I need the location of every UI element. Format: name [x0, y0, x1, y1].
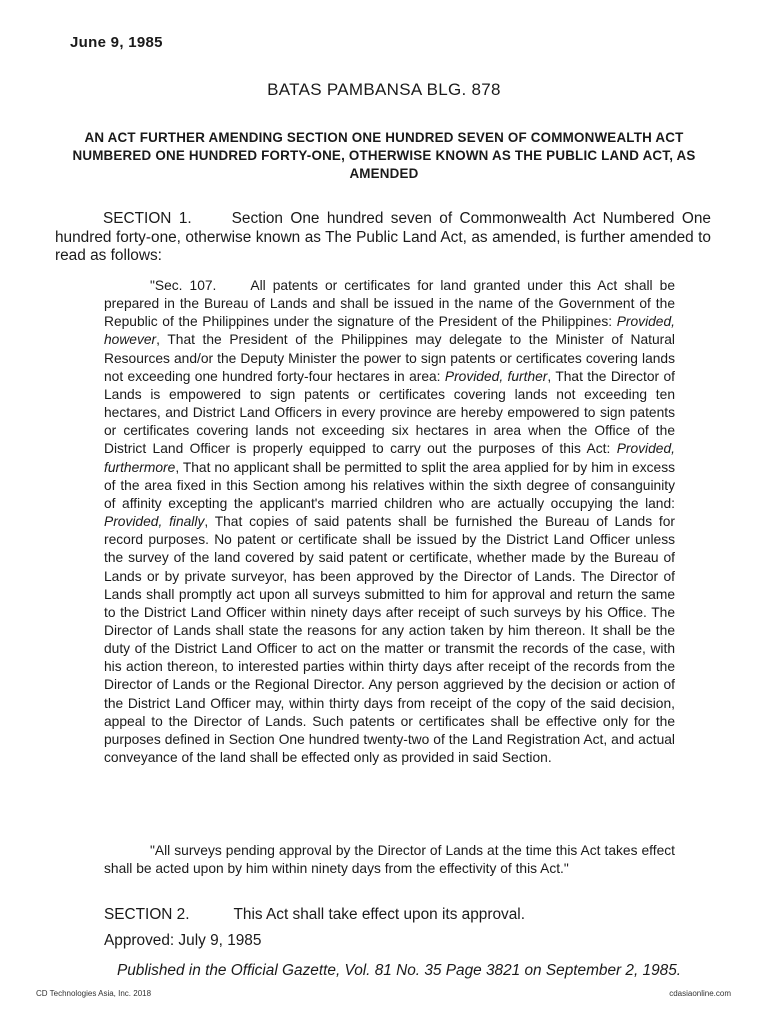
law-number-title: BATAS PAMBANSA BLG. 878 — [267, 80, 501, 99]
proviso-finally: Provided, finally — [104, 514, 205, 530]
sec-107-text-part5: , That copies of said patents shall be furnished the Bureau of Lands for record purposes. No patent or certificate shall be issued by the District Land Officer unless the survey of the land covered by said patent or certificate, whether made by the Bureau of Lands or by private surveyor, has been approved by the Director of Lands. The Director of Lands shall promptly act upon all surveys submitted to him for approval and return the same to the District Land Officer within ninety days after receipt of such surveys by his Office. The Director of Lands shall state the reasons for any action taken by him thereon. It shall be the duty of the District Land Officer to act on the matter or transmit the records of the case, with his action thereon, to interested parties within thirty days after receipt of the records from the Director of Lands or the Regional Director. Any person aggrieved by the decision or action of the District Land Officer may, within thirty days from receipt of the copy of the said decision, appeal to the Director of Lands. Such patents or certificates shall be effective only for the purposes defined in Section One hundred twenty-two of the Land Registration Act, and actual conveyance of the land shall be effected only as provided in said Section. — [104, 514, 675, 766]
sec-107-text-part2: , That the President of the Philippines may delegate to the Minister of Natural Resources and/or the Deputy Minister the power to sign patents or certificates covering lands not exceeding one hundred forty-four hectares in area: — [104, 332, 675, 384]
publication-note: Published in the Official Gazette, Vol. 81 No. 35 Page 3821 on September 2, 1985. — [116, 962, 682, 979]
act-title: AN ACT FURTHER AMENDING SECTION ONE HUNDRED SEVEN OF COMMONWEALTH ACT NUMBERED ONE HUNDRED FORTY-ONE, OTHERWISE KNOWN AS THE PUBLIC LAND ACT, AS AMENDED — [72, 130, 696, 181]
closing-text: "All surveys pending approval by the Director of Lands at the time this Act takes effect shall be acted upon by him within ninety days from the effectivity of this Act." — [104, 843, 675, 876]
sec-107-quoted-text — [104, 277, 675, 767]
sec-107-text-part3: , That the Director of Lands is empowered to sign patents or certificates covering lands not exceeding ten hectares, and District Land Officers in every province are hereby empowered to sign patents or certificates covering lands not exceeding six hectares in area when the Office of the District Land Officer is properly equipped to carry out the purposes of this Act: — [104, 368, 675, 457]
approval-date: Approved: July 9, 1985 — [104, 932, 262, 949]
proviso-further: Provided, further — [444, 368, 548, 384]
section-2-text: This Act shall take effect upon its approval. — [233, 906, 525, 923]
footer-website-link[interactable]: cdasiaonline.com — [669, 989, 731, 998]
section-1-text: Section One hundred seven of Commonwealth Act Numbered One hundred forty-one, otherwise known as The Public Land Act, as amended, is further amended to read as follows: — [55, 210, 711, 264]
sec-107-text-part4: , That no applicant shall be permitted to split the area applied for by him in excess of the area fixed in this Section among his relatives within the sixth degree of consanguinity of affinity excepting the applicant's married children who are actually occupying the land: — [104, 459, 675, 511]
document-date: June 9, 1985 — [70, 34, 163, 51]
sec-107-text-part1: All patents or certificates for land granted under this Act shall be prepared in the Bureau of Lands and shall be issued in the name of the Government of the Republic of the Philippines under the signature of the President of the Philippines: — [104, 278, 675, 330]
proviso-furthermore: Provided, furthermore — [104, 441, 675, 475]
footer-copyright: CD Technologies Asia, Inc. 2018 — [36, 989, 152, 998]
sec-107-label: "Sec. 107. — [150, 278, 217, 293]
proviso-however: Provided, however — [104, 314, 675, 348]
sec-107-closing-paragraph — [104, 842, 675, 878]
section-2-label: SECTION 2. — [104, 906, 190, 923]
section-2-paragraph — [104, 906, 525, 924]
section-1-paragraph — [55, 210, 711, 266]
section-1-label: SECTION 1. — [103, 210, 192, 227]
